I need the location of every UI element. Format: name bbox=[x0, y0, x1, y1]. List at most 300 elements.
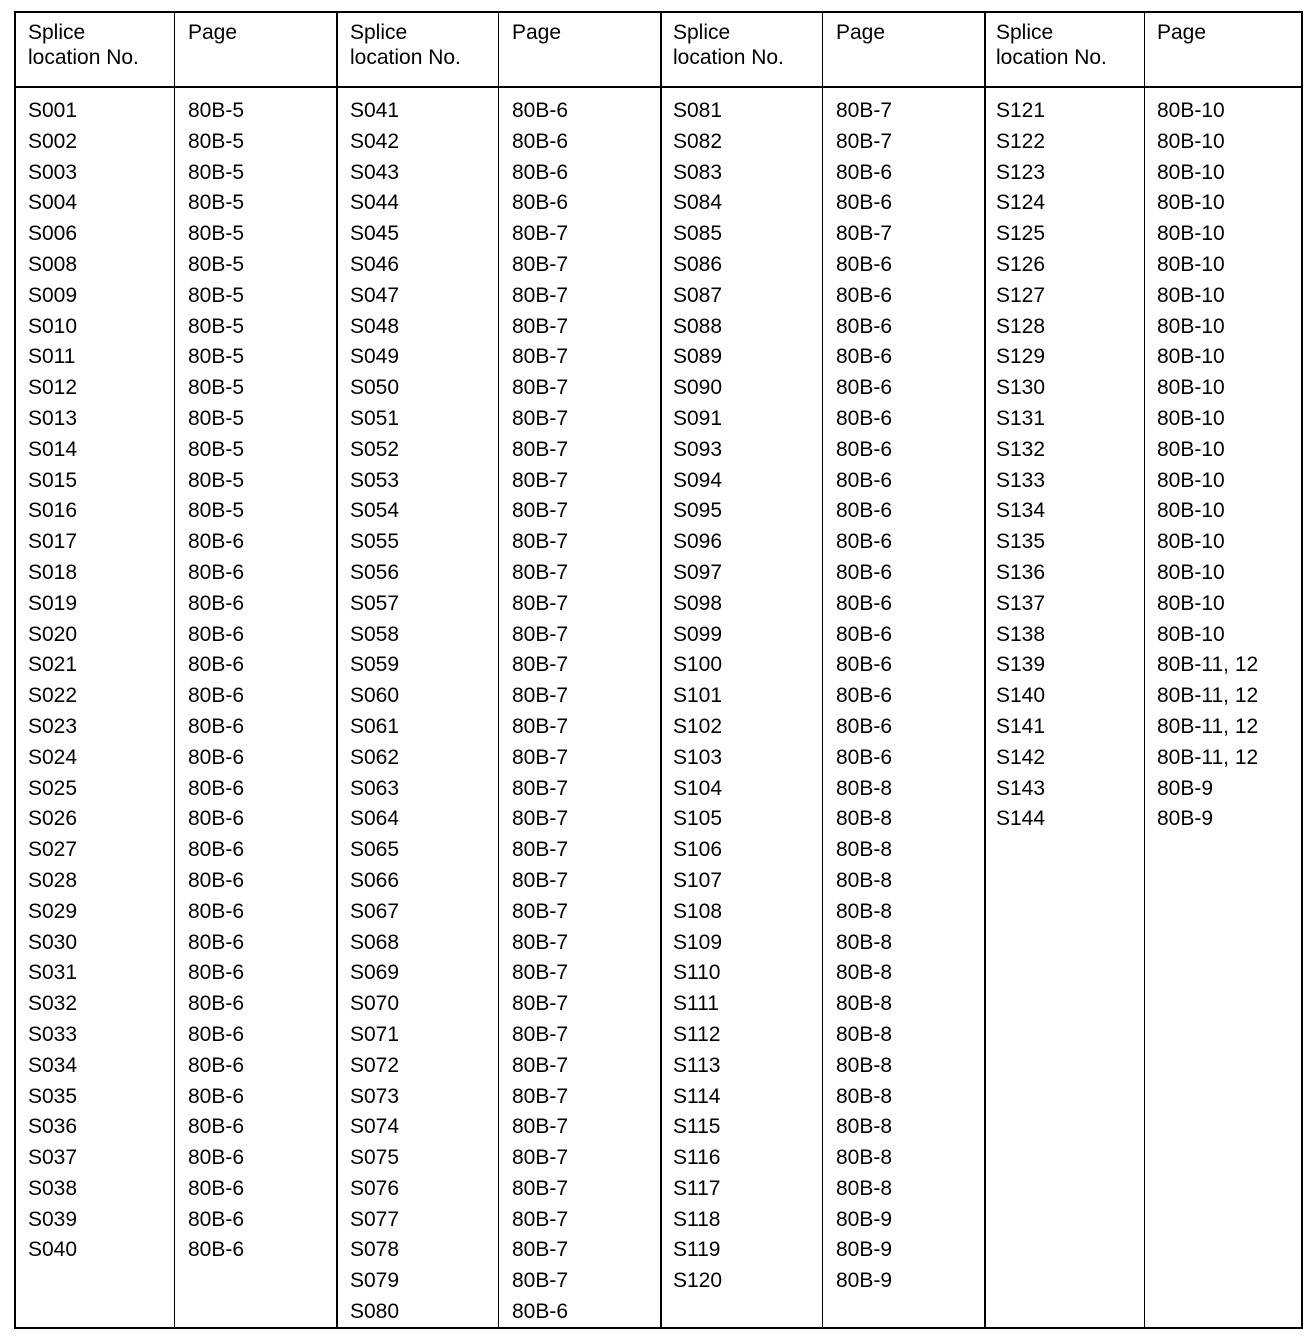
page-cell: 80B-10 bbox=[1157, 191, 1225, 215]
splice-location-cell: S009 bbox=[28, 283, 78, 307]
page-cell: 80B-6 bbox=[836, 191, 893, 215]
page-cell: 80B-7 bbox=[512, 468, 569, 492]
splice-location-cell: S020 bbox=[28, 622, 78, 646]
page-column bbox=[1157, 96, 1258, 835]
splice-location-cell: S060 bbox=[350, 684, 400, 708]
page-cell: 80B-6 bbox=[188, 714, 245, 738]
page-cell: 80B-10 bbox=[1157, 99, 1225, 122]
page-cell: 80B-9 bbox=[836, 1207, 893, 1231]
splice-location-cell: S124 bbox=[996, 191, 1046, 215]
splice-location-cell: S040 bbox=[28, 1238, 78, 1262]
page-cell: 80B-7 bbox=[512, 899, 569, 923]
splice-location-cell: S055 bbox=[350, 530, 400, 554]
page-cell: 80B-7 bbox=[836, 129, 893, 153]
page-cell: 80B-7 bbox=[512, 437, 569, 461]
page-cell: 80B-10 bbox=[1157, 591, 1225, 615]
splice-location-cell: S030 bbox=[28, 930, 78, 954]
page-cell: 80B-8 bbox=[836, 992, 893, 1016]
page-cell: 80B-6 bbox=[188, 992, 245, 1016]
splice-location-cell: S076 bbox=[350, 1176, 400, 1200]
splice-location-cell: S136 bbox=[996, 560, 1046, 584]
page-cell: 80B-7 bbox=[512, 684, 569, 708]
page-cell: 80B-6 bbox=[836, 314, 893, 338]
page-cell: 80B-7 bbox=[836, 222, 893, 246]
splice-location-cell: S102 bbox=[673, 714, 723, 738]
page-cell: 80B-7 bbox=[512, 406, 569, 430]
splice-location-cell: S069 bbox=[350, 961, 400, 985]
page-cell: 80B-7 bbox=[512, 930, 569, 954]
page-cell: 80B-8 bbox=[836, 961, 893, 985]
page-cell: 80B-7 bbox=[512, 1176, 569, 1200]
splice-location-cell: S011 bbox=[28, 345, 76, 369]
page-cell: 80B-6 bbox=[836, 376, 893, 400]
page-cell: 80B-6 bbox=[836, 591, 893, 615]
splice-location-cell: S101 bbox=[673, 684, 723, 708]
page-cell: 80B-5 bbox=[188, 314, 245, 338]
splice-location-cell: S065 bbox=[350, 838, 400, 862]
page-cell: 80B-6 bbox=[188, 961, 245, 985]
page-cell: 80B-6 bbox=[188, 745, 245, 769]
splice-location-cell: S050 bbox=[350, 376, 400, 400]
splice-location-cell: S061 bbox=[350, 714, 400, 738]
splice-location-cell: S074 bbox=[350, 1115, 400, 1139]
page-cell: 80B-7 bbox=[512, 345, 569, 369]
page-cell: 80B-8 bbox=[836, 899, 893, 923]
page-cell: 80B-5 bbox=[188, 129, 245, 153]
splice-location-cell: S038 bbox=[28, 1176, 78, 1200]
page-cell: 80B-10 bbox=[1157, 499, 1225, 523]
page-cell: 80B-10 bbox=[1157, 129, 1225, 153]
page-cell: 80B-5 bbox=[188, 406, 245, 430]
page-cell: 80B-5 bbox=[188, 252, 245, 276]
splice-location-cell: S013 bbox=[28, 406, 78, 430]
page-cell: 80B-6 bbox=[836, 345, 893, 369]
splice-location-cell: S051 bbox=[350, 406, 400, 430]
page-cell: 80B-7 bbox=[512, 714, 569, 738]
page-cell: 80B-10 bbox=[1157, 530, 1225, 554]
splice-location-cell: S128 bbox=[996, 314, 1046, 338]
splice-location-cell: S083 bbox=[673, 160, 723, 184]
splice-location-cell: S109 bbox=[673, 930, 723, 954]
splice-location-cell: S116 bbox=[673, 1146, 721, 1170]
splice-location-cell: S110 bbox=[673, 961, 721, 985]
splice-location-cell: S027 bbox=[28, 838, 78, 862]
page-cell: 80B-6 bbox=[836, 283, 893, 307]
page-column bbox=[188, 96, 244, 1266]
page-cell: 80B-11, 12 bbox=[1157, 653, 1259, 677]
page-cell: 80B-8 bbox=[836, 838, 893, 862]
header-splice-location-no: Splice location No. bbox=[28, 21, 139, 69]
page-cell: 80B-7 bbox=[512, 591, 569, 615]
page-cell: 80B-5 bbox=[188, 283, 245, 307]
page-cell: 80B-7 bbox=[512, 1053, 569, 1077]
splice-location-cell: S106 bbox=[673, 838, 723, 862]
page-cell: 80B-8 bbox=[836, 1146, 893, 1170]
splice-location-cell: S091 bbox=[673, 406, 723, 430]
page-cell: 80B-6 bbox=[188, 1084, 245, 1108]
page-cell: 80B-5 bbox=[188, 499, 245, 523]
splice-location-cell: S064 bbox=[350, 807, 400, 831]
splice-location-cell: S143 bbox=[996, 776, 1046, 800]
page-cell: 80B-10 bbox=[1157, 160, 1225, 184]
splice-location-cell: S137 bbox=[996, 591, 1046, 615]
page-cell: 80B-6 bbox=[836, 745, 893, 769]
splice-location-cell: S081 bbox=[673, 99, 723, 122]
splice-location-cell: S126 bbox=[996, 252, 1046, 276]
page-cell: 80B-11, 12 bbox=[1157, 745, 1259, 769]
splice-location-cell: S135 bbox=[996, 530, 1046, 554]
splice-location-cell: S059 bbox=[350, 653, 400, 677]
splice-location-cell: S046 bbox=[350, 252, 400, 276]
column-divider bbox=[174, 13, 175, 1327]
page-cell: 80B-5 bbox=[188, 222, 245, 246]
page-cell: 80B-7 bbox=[512, 222, 569, 246]
splice-location-cell: S072 bbox=[350, 1053, 400, 1077]
splice-location-cell: S031 bbox=[28, 961, 78, 985]
page-cell: 80B-6 bbox=[836, 560, 893, 584]
splice-location-cell: S067 bbox=[350, 899, 400, 923]
splice-location-cell: S035 bbox=[28, 1084, 78, 1108]
page-cell: 80B-7 bbox=[512, 776, 569, 800]
page-cell: 80B-6 bbox=[188, 807, 245, 831]
column-divider bbox=[1144, 13, 1145, 1327]
page-cell: 80B-6 bbox=[188, 684, 245, 708]
splice-location-cell: S095 bbox=[673, 499, 723, 523]
splice-location-cell: S054 bbox=[350, 499, 400, 523]
splice-location-cell: S131 bbox=[996, 406, 1046, 430]
splice-location-cell: S025 bbox=[28, 776, 78, 800]
splice-location-cell: S117 bbox=[673, 1176, 721, 1200]
splice-location-cell: S118 bbox=[673, 1207, 721, 1231]
splice-location-cell: S033 bbox=[28, 1022, 78, 1046]
splice-location-cell: S053 bbox=[350, 468, 400, 492]
splice-location-cell: S044 bbox=[350, 191, 400, 215]
splice-location-cell: S098 bbox=[673, 591, 723, 615]
page-cell: 80B-6 bbox=[836, 530, 893, 554]
page-cell: 80B-6 bbox=[188, 530, 245, 554]
splice-location-cell: S138 bbox=[996, 622, 1046, 646]
page-cell: 80B-7 bbox=[512, 252, 569, 276]
splice-location-cell: S107 bbox=[673, 868, 723, 892]
splice-column bbox=[28, 96, 77, 1266]
splice-location-cell: S090 bbox=[673, 376, 723, 400]
page-cell: 80B-8 bbox=[836, 1084, 893, 1108]
splice-location-cell: S042 bbox=[350, 129, 400, 153]
page-cell: 80B-7 bbox=[836, 99, 893, 122]
page-cell: 80B-6 bbox=[188, 591, 245, 615]
splice-location-cell: S077 bbox=[350, 1207, 400, 1231]
page-cell: 80B-6 bbox=[188, 868, 245, 892]
splice-column bbox=[996, 96, 1045, 835]
splice-location-cell: S079 bbox=[350, 1269, 400, 1293]
splice-location-cell: S068 bbox=[350, 930, 400, 954]
page-cell: 80B-7 bbox=[512, 807, 569, 831]
page-cell: 80B-8 bbox=[836, 1176, 893, 1200]
splice-location-cell: S140 bbox=[996, 684, 1046, 708]
page-cell: 80B-7 bbox=[512, 499, 569, 523]
splice-location-cell: S018 bbox=[28, 560, 78, 584]
splice-location-cell: S029 bbox=[28, 899, 78, 923]
page-cell: 80B-6 bbox=[188, 899, 245, 923]
splice-location-cell: S078 bbox=[350, 1238, 400, 1262]
page-cell: 80B-10 bbox=[1157, 437, 1225, 461]
splice-location-cell: S058 bbox=[350, 622, 400, 646]
splice-location-cell: S017 bbox=[28, 530, 78, 554]
splice-location-cell: S122 bbox=[996, 129, 1046, 153]
page-cell: 80B-6 bbox=[836, 684, 893, 708]
page-cell: 80B-10 bbox=[1157, 560, 1225, 584]
page-cell: 80B-7 bbox=[512, 1115, 569, 1139]
splice-location-cell: S026 bbox=[28, 807, 78, 831]
page-cell: 80B-7 bbox=[512, 314, 569, 338]
splice-location-cell: S144 bbox=[996, 807, 1046, 831]
page-cell: 80B-7 bbox=[512, 1146, 569, 1170]
splice-location-cell: S028 bbox=[28, 868, 78, 892]
page-cell: 80B-10 bbox=[1157, 314, 1225, 338]
page-cell: 80B-6 bbox=[836, 437, 893, 461]
splice-location-cell: S045 bbox=[350, 222, 400, 246]
page-cell: 80B-6 bbox=[836, 406, 893, 430]
page-cell: 80B-6 bbox=[512, 160, 569, 184]
splice-location-cell: S139 bbox=[996, 653, 1046, 677]
page-cell: 80B-7 bbox=[512, 653, 569, 677]
page-cell: 80B-10 bbox=[1157, 283, 1225, 307]
splice-location-cell: S032 bbox=[28, 992, 78, 1016]
page-cell: 80B-6 bbox=[188, 1115, 245, 1139]
splice-location-cell: S041 bbox=[350, 99, 400, 122]
splice-location-cell: S130 bbox=[996, 376, 1046, 400]
splice-location-cell: S114 bbox=[673, 1084, 721, 1108]
splice-location-cell: S056 bbox=[350, 560, 400, 584]
splice-location-cell: S070 bbox=[350, 992, 400, 1016]
page-cell: 80B-6 bbox=[836, 622, 893, 646]
page-cell: 80B-7 bbox=[512, 622, 569, 646]
page-cell: 80B-5 bbox=[188, 468, 245, 492]
page-cell: 80B-11, 12 bbox=[1157, 684, 1259, 708]
splice-location-cell: S047 bbox=[350, 283, 400, 307]
splice-location-cell: S097 bbox=[673, 560, 723, 584]
page-cell: 80B-6 bbox=[188, 1176, 245, 1200]
splice-location-cell: S043 bbox=[350, 160, 400, 184]
page-cell: 80B-7 bbox=[512, 1238, 569, 1262]
page-cell: 80B-6 bbox=[188, 560, 245, 584]
splice-column bbox=[350, 96, 399, 1328]
page-cell: 80B-6 bbox=[836, 714, 893, 738]
page-cell: 80B-7 bbox=[512, 868, 569, 892]
page-cell: 80B-6 bbox=[188, 776, 245, 800]
page-cell: 80B-6 bbox=[188, 1053, 245, 1077]
splice-location-cell: S082 bbox=[673, 129, 723, 153]
page-cell: 80B-6 bbox=[836, 468, 893, 492]
splice-location-cell: S001 bbox=[28, 99, 78, 122]
page-cell: 80B-6 bbox=[188, 930, 245, 954]
page-cell: 80B-8 bbox=[836, 868, 893, 892]
splice-location-cell: S015 bbox=[28, 468, 78, 492]
page-cell: 80B-10 bbox=[1157, 468, 1225, 492]
page-cell: 80B-6 bbox=[188, 1238, 245, 1262]
header-page: Page bbox=[188, 21, 238, 44]
splice-location-cell: S086 bbox=[673, 252, 723, 276]
splice-location-cell: S087 bbox=[673, 283, 723, 307]
page-cell: 80B-9 bbox=[1157, 807, 1214, 831]
splice-location-cell: S048 bbox=[350, 314, 400, 338]
column-divider bbox=[498, 13, 499, 1327]
page-cell: 80B-5 bbox=[188, 99, 245, 122]
page-cell: 80B-7 bbox=[512, 376, 569, 400]
page-cell: 80B-5 bbox=[188, 437, 245, 461]
page-cell: 80B-7 bbox=[512, 1207, 569, 1231]
page-cell: 80B-8 bbox=[836, 1022, 893, 1046]
splice-location-cell: S014 bbox=[28, 437, 78, 461]
splice-location-cell: S049 bbox=[350, 345, 400, 369]
splice-location-cell: S112 bbox=[673, 1022, 721, 1046]
splice-location-cell: S037 bbox=[28, 1146, 78, 1170]
header-splice-location-no: Splice location No. bbox=[673, 21, 784, 69]
page-cell: 80B-9 bbox=[836, 1238, 893, 1262]
splice-location-cell: S085 bbox=[673, 222, 723, 246]
splice-location-cell: S084 bbox=[673, 191, 723, 215]
splice-location-cell: S099 bbox=[673, 622, 723, 646]
page-cell: 80B-7 bbox=[512, 1269, 569, 1293]
splice-location-cell: S142 bbox=[996, 745, 1046, 769]
page-cell: 80B-6 bbox=[512, 99, 569, 122]
page-cell: 80B-5 bbox=[188, 160, 245, 184]
splice-location-cell: S021 bbox=[28, 653, 78, 677]
page-cell: 80B-10 bbox=[1157, 222, 1225, 246]
splice-location-cell: S022 bbox=[28, 684, 78, 708]
splice-location-cell: S089 bbox=[673, 345, 723, 369]
page-cell: 80B-7 bbox=[512, 838, 569, 862]
column-divider bbox=[822, 13, 823, 1327]
page-cell: 80B-10 bbox=[1157, 376, 1225, 400]
page-cell: 80B-5 bbox=[188, 376, 245, 400]
splice-location-cell: S096 bbox=[673, 530, 723, 554]
page-cell: 80B-6 bbox=[188, 1022, 245, 1046]
page-cell: 80B-6 bbox=[836, 252, 893, 276]
splice-location-cell: S023 bbox=[28, 714, 78, 738]
page-cell: 80B-9 bbox=[1157, 776, 1214, 800]
splice-location-cell: S006 bbox=[28, 222, 78, 246]
page-cell: 80B-6 bbox=[188, 838, 245, 862]
splice-location-cell: S111 bbox=[673, 992, 719, 1016]
page-cell: 80B-9 bbox=[836, 1269, 893, 1293]
page-cell: 80B-8 bbox=[836, 1053, 893, 1077]
page-cell: 80B-7 bbox=[512, 530, 569, 554]
splice-location-cell: S075 bbox=[350, 1146, 400, 1170]
splice-location-cell: S094 bbox=[673, 468, 723, 492]
splice-location-cell: S034 bbox=[28, 1053, 78, 1077]
page-cell: 80B-7 bbox=[512, 992, 569, 1016]
header-page: Page bbox=[836, 21, 886, 44]
splice-location-cell: S113 bbox=[673, 1053, 721, 1077]
page-cell: 80B-6 bbox=[188, 653, 245, 677]
page-cell: 80B-11, 12 bbox=[1157, 714, 1259, 738]
splice-location-cell: S123 bbox=[996, 160, 1046, 184]
group-divider bbox=[336, 13, 338, 1327]
splice-location-table bbox=[14, 11, 1303, 1329]
splice-column bbox=[673, 96, 722, 1297]
splice-location-cell: S127 bbox=[996, 283, 1046, 307]
page-cell: 80B-7 bbox=[512, 961, 569, 985]
page-cell: 80B-10 bbox=[1157, 622, 1225, 646]
splice-location-cell: S062 bbox=[350, 745, 400, 769]
splice-location-cell: S057 bbox=[350, 591, 400, 615]
header-page: Page bbox=[512, 21, 562, 44]
page-cell: 80B-8 bbox=[836, 807, 893, 831]
page-cell: 80B-10 bbox=[1157, 345, 1225, 369]
page-cell: 80B-7 bbox=[512, 745, 569, 769]
splice-location-cell: S119 bbox=[673, 1238, 721, 1262]
splice-location-cell: S125 bbox=[996, 222, 1046, 246]
splice-location-cell: S004 bbox=[28, 191, 78, 215]
splice-location-cell: S024 bbox=[28, 745, 78, 769]
splice-location-cell: S120 bbox=[673, 1269, 723, 1293]
page-cell: 80B-6 bbox=[512, 191, 569, 215]
page-cell: 80B-6 bbox=[512, 1300, 569, 1324]
splice-location-cell: S039 bbox=[28, 1207, 78, 1231]
splice-location-cell: S093 bbox=[673, 437, 723, 461]
splice-location-cell: S115 bbox=[673, 1115, 721, 1139]
group-divider bbox=[984, 13, 986, 1327]
splice-location-cell: S104 bbox=[673, 776, 723, 800]
splice-location-cell: S134 bbox=[996, 499, 1046, 523]
splice-location-cell: S052 bbox=[350, 437, 400, 461]
page-cell: 80B-6 bbox=[512, 129, 569, 153]
page-cell: 80B-6 bbox=[188, 1207, 245, 1231]
splice-location-cell: S066 bbox=[350, 868, 400, 892]
page-cell: 80B-5 bbox=[188, 345, 245, 369]
splice-location-cell: S071 bbox=[350, 1022, 400, 1046]
splice-location-cell: S103 bbox=[673, 745, 723, 769]
header-splice-location-no: Splice location No. bbox=[350, 21, 461, 69]
header-splice-location-no: Splice location No. bbox=[996, 21, 1107, 69]
page-cell: 80B-6 bbox=[188, 1146, 245, 1170]
splice-location-cell: S016 bbox=[28, 499, 78, 523]
page-cell: 80B-8 bbox=[836, 930, 893, 954]
page-cell: 80B-7 bbox=[512, 1084, 569, 1108]
splice-location-cell: S132 bbox=[996, 437, 1046, 461]
splice-location-cell: S019 bbox=[28, 591, 78, 615]
page-cell: 80B-7 bbox=[512, 283, 569, 307]
splice-location-cell: S141 bbox=[996, 714, 1046, 738]
splice-location-cell: S105 bbox=[673, 807, 723, 831]
page-cell: 80B-8 bbox=[836, 776, 893, 800]
splice-location-cell: S121 bbox=[996, 99, 1046, 122]
splice-location-cell: S036 bbox=[28, 1115, 78, 1139]
splice-location-cell: S002 bbox=[28, 129, 78, 153]
page-cell: 80B-6 bbox=[836, 499, 893, 523]
splice-location-cell: S003 bbox=[28, 160, 78, 184]
splice-location-cell: S088 bbox=[673, 314, 723, 338]
page-cell: 80B-10 bbox=[1157, 406, 1225, 430]
splice-location-cell: S108 bbox=[673, 899, 723, 923]
page-cell: 80B-5 bbox=[188, 191, 245, 215]
page-cell: 80B-6 bbox=[188, 622, 245, 646]
splice-location-cell: S073 bbox=[350, 1084, 400, 1108]
splice-location-cell: S133 bbox=[996, 468, 1046, 492]
page-column bbox=[512, 96, 568, 1328]
splice-location-cell: S080 bbox=[350, 1300, 400, 1324]
splice-location-cell: S100 bbox=[673, 653, 723, 677]
page-cell: 80B-7 bbox=[512, 1022, 569, 1046]
page-cell: 80B-6 bbox=[836, 160, 893, 184]
splice-location-cell: S008 bbox=[28, 252, 78, 276]
group-divider bbox=[660, 13, 662, 1327]
header-page: Page bbox=[1157, 21, 1207, 44]
splice-location-cell: S010 bbox=[28, 314, 78, 338]
splice-location-cell: S129 bbox=[996, 345, 1046, 369]
page-cell: 80B-6 bbox=[836, 653, 893, 677]
